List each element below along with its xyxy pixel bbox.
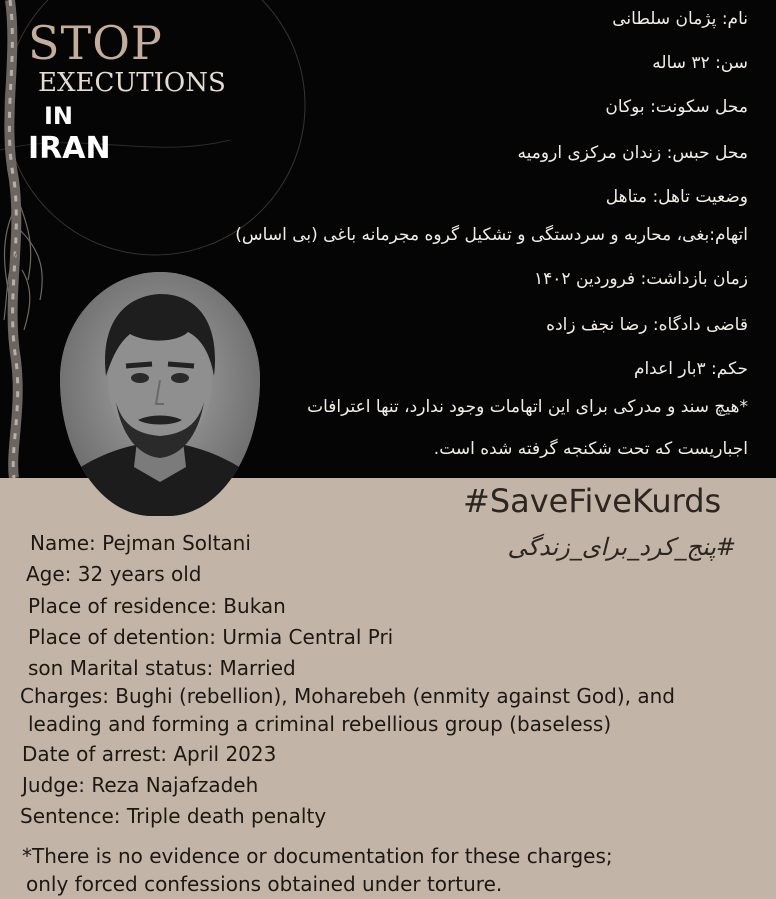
- noose-rope-icon: [9, 0, 17, 478]
- en-detention: Place of detention: Urmia Central Pri: [28, 625, 394, 649]
- fa-note-1: *هیچ سند و مدرکی برای این اتهامات وجود ندارد، تنها اعترافات: [307, 397, 748, 417]
- portrait-photo: [60, 272, 260, 516]
- en-residence: Place of residence: Bukan: [28, 594, 286, 618]
- logo-stop: STOP: [28, 16, 163, 70]
- fa-age: سن: ۳۲ ساله: [652, 53, 748, 73]
- en-charges-2: leading and forming a criminal rebellious group (baseless): [28, 712, 612, 736]
- hashtag-persian[interactable]: #پنج_کرد_برای_زندگی: [507, 533, 736, 561]
- logo-iran: IRAN: [28, 131, 111, 166]
- logo-in: IN: [44, 102, 74, 130]
- logo-executions: EXECUTIONS: [38, 68, 226, 98]
- fa-sentence: حکم: ۳بار اعدام: [633, 359, 748, 379]
- fa-name: نام: پژمان سلطانی: [612, 9, 748, 29]
- en-arrest: Date of arrest: April 2023: [22, 742, 277, 766]
- fa-marital: وضعیت تاهل: متاهل: [605, 187, 748, 207]
- en-name: Name: Pejman Soltani: [30, 531, 251, 555]
- en-charges-1: Charges: Bughi (rebellion), Moharebeh (enmity against God), and: [20, 684, 675, 708]
- en-age: Age: 32 years old: [26, 562, 202, 586]
- fa-residence: محل سکونت: بوکان: [605, 97, 748, 117]
- en-sentence: Sentence: Triple death penalty: [20, 804, 327, 828]
- en-marital: son Marital status: Married: [28, 656, 296, 680]
- fa-note-2: اجباریست که تحت شکنجه گرفته شده است.: [433, 439, 748, 459]
- en-note-2: only forced confessions obtained under torture.: [26, 872, 503, 896]
- hashtag-savefivekurds[interactable]: #SaveFiveKurds: [463, 482, 722, 520]
- fa-arrest: زمان بازداشت: فروردین ۱۴۰۲: [534, 269, 748, 289]
- fa-detention: محل حبس: زندان مرکزی ارومیه: [517, 143, 748, 163]
- en-judge: Judge: Reza Najafzadeh: [22, 773, 259, 797]
- fa-charges: اتهام:بغی، محاربه و سردستگی و تشکیل گروه مجرمانه باغی (بی اساس): [235, 225, 748, 245]
- en-note-1: *There is no evidence or documentation for these charges;: [22, 844, 613, 868]
- fa-judge: قاضی دادگاه: رضا نجف زاده: [546, 315, 748, 335]
